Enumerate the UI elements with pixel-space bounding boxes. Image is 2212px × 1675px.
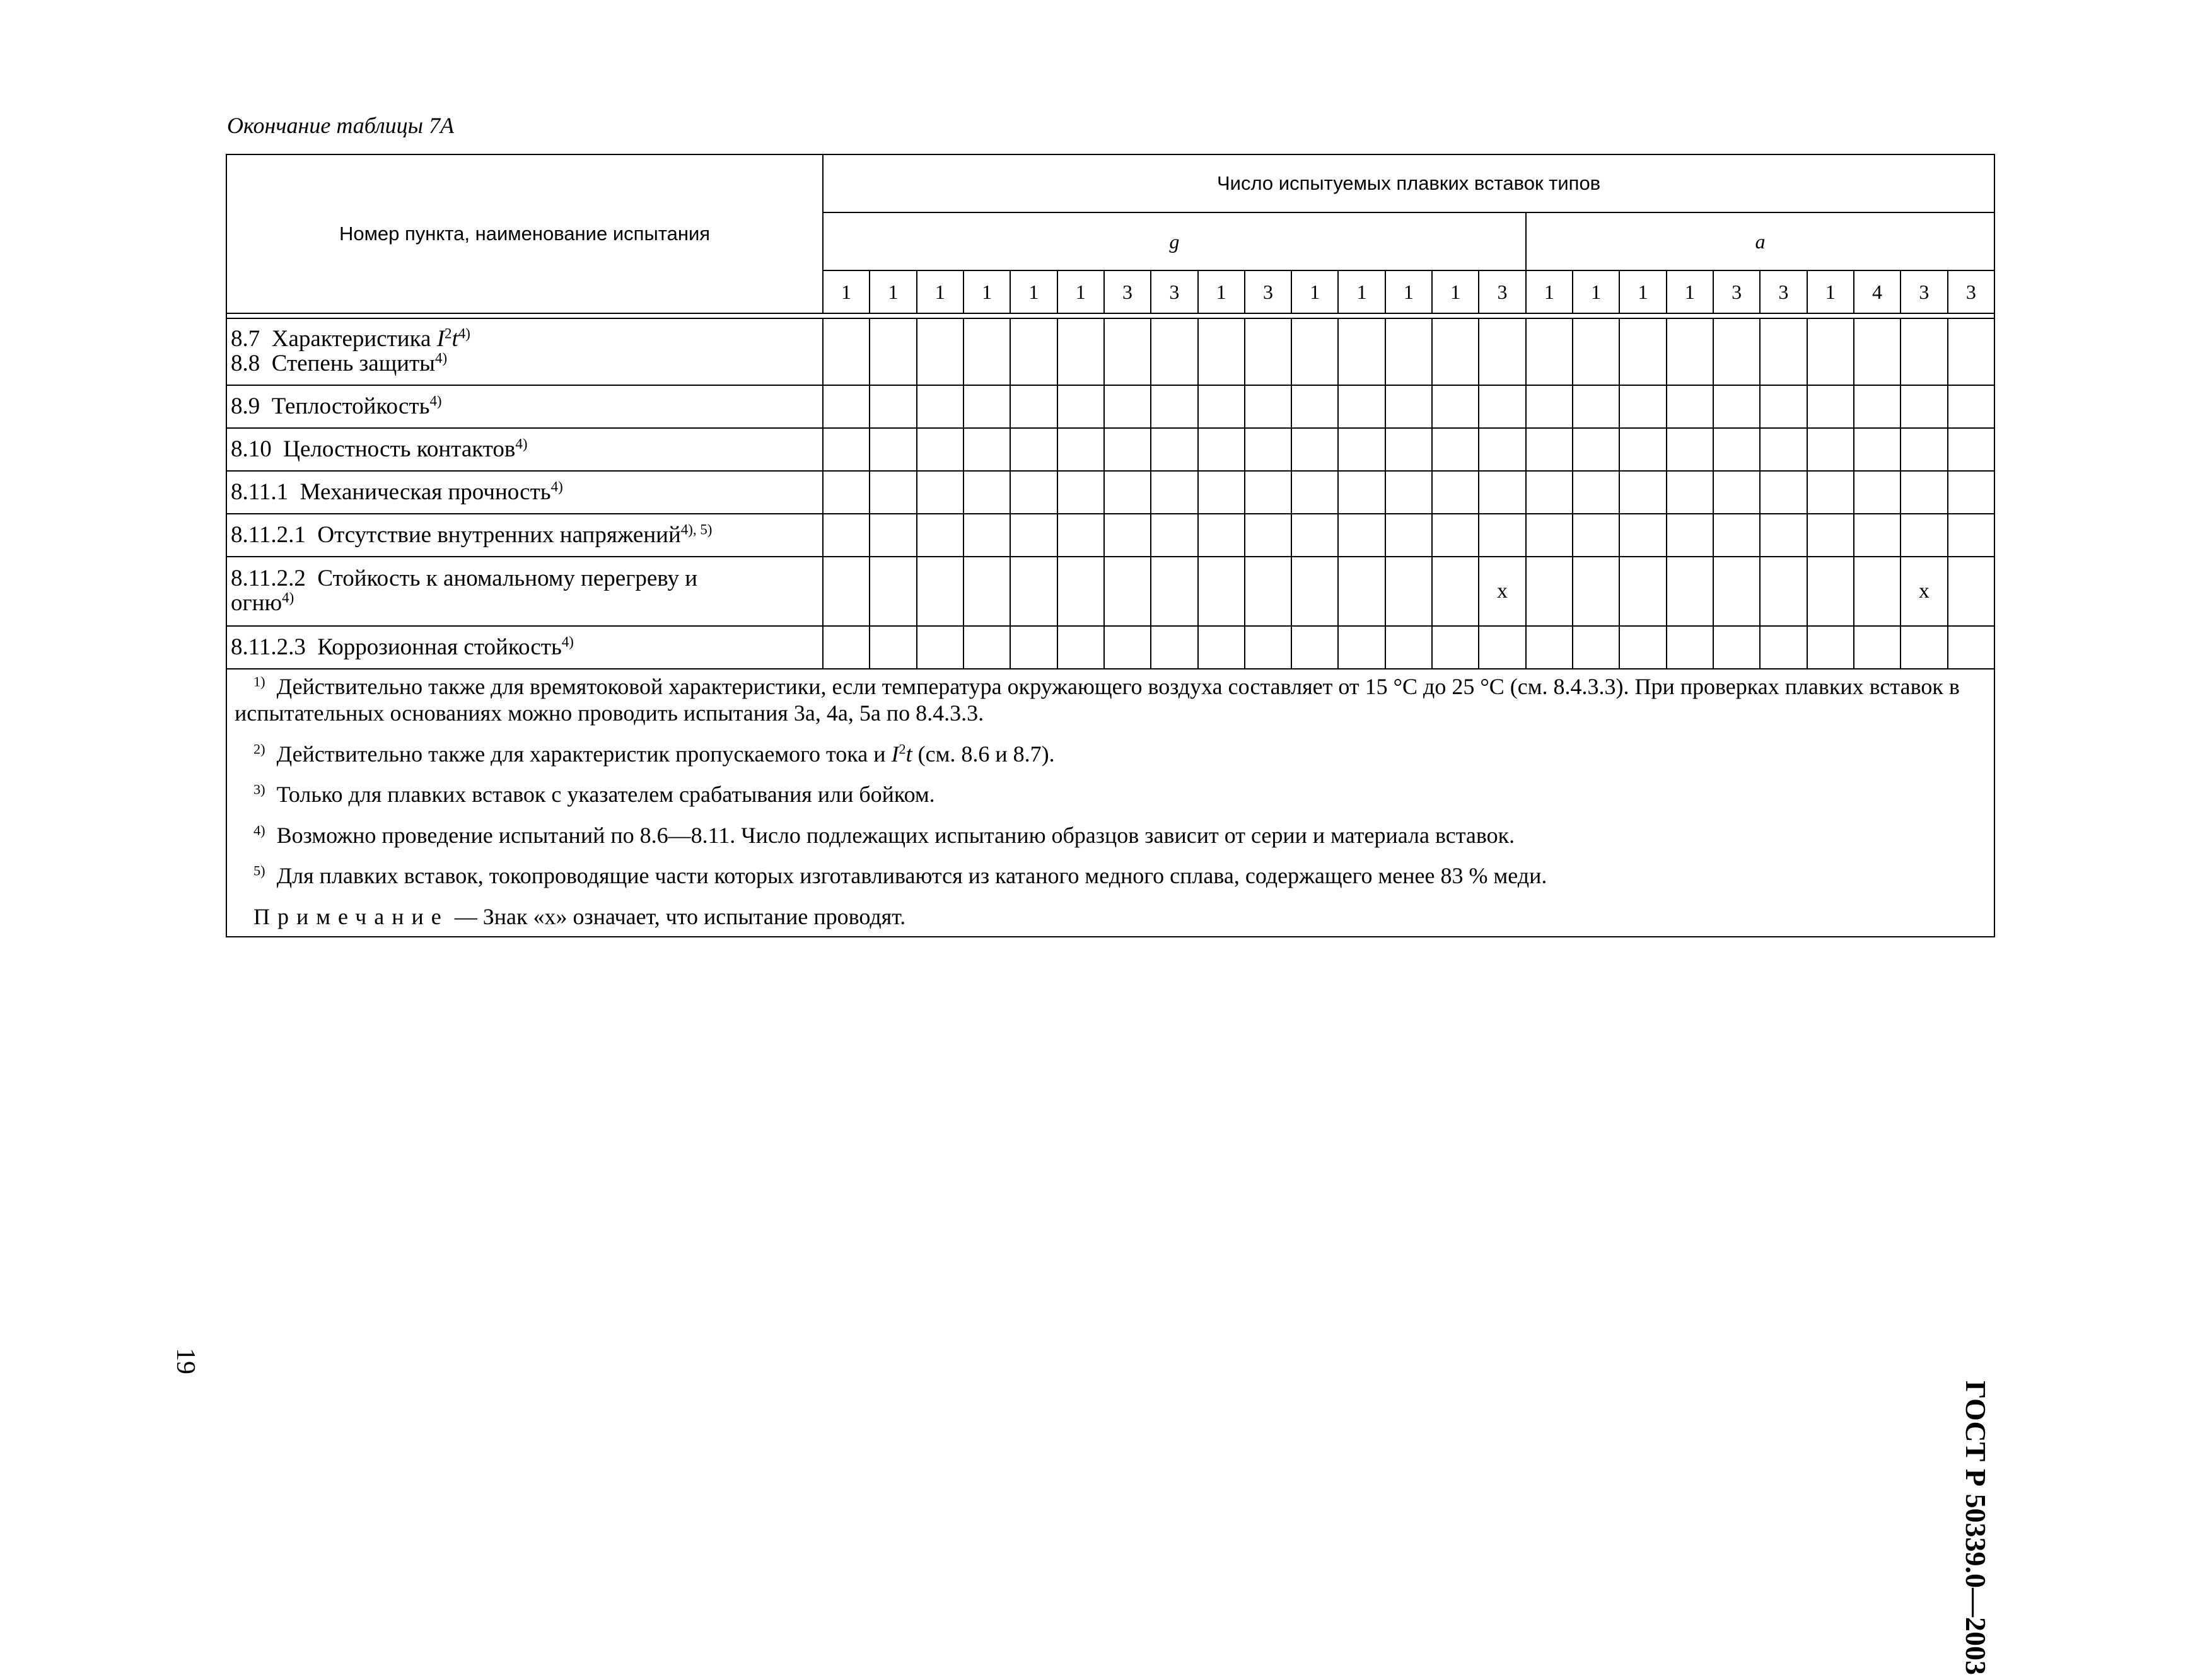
count-cell: 1 <box>1432 270 1479 313</box>
data-cell <box>1573 557 1619 626</box>
count-cell: 4 <box>1854 270 1901 313</box>
data-cell <box>1010 626 1057 669</box>
data-cell <box>1010 514 1057 557</box>
data-cell <box>1619 385 1666 428</box>
data-cell <box>1667 471 1713 514</box>
data-cell <box>1291 385 1338 428</box>
data-cell <box>1432 557 1479 626</box>
row-name: 8.11.2.3 Коррозионная стойкость$^{4)}$ <box>226 626 823 669</box>
data-cell <box>1526 318 1573 385</box>
footnote-1: $^{1)}$ Действительно также для времятоковой характеристики, если температура окружающего воздуха составляет от 15 °С до 25 °С (см. 8.4.3.3). При проверках плавких вставок в испытательных основаниях можно проводить испытания 3а, 4а, 5а по 8.4.3.3. <box>235 673 1960 726</box>
count-cell: 1 <box>1526 270 1573 313</box>
data-cell <box>1526 626 1573 669</box>
count-cell: 1 <box>1057 270 1104 313</box>
data-cell <box>823 514 870 557</box>
data-cell <box>1573 471 1619 514</box>
data-cell <box>1198 428 1245 471</box>
data-cell <box>1901 626 1947 669</box>
data-cell <box>1198 626 1245 669</box>
count-cell: 1 <box>1338 270 1385 313</box>
row-name: 8.11.2.2 Стойкость к аномальному перегреву и огню$^{4)}$ <box>226 557 823 626</box>
data-cell <box>917 318 963 385</box>
data-cell <box>1385 471 1432 514</box>
data-cell <box>1432 385 1479 428</box>
data-cell <box>1807 557 1854 626</box>
data-cell <box>1479 626 1525 669</box>
count-cell: 3 <box>1245 270 1291 313</box>
data-cell <box>1198 318 1245 385</box>
data-cell <box>1667 626 1713 669</box>
data-cell <box>963 557 1010 626</box>
data-cell <box>1104 626 1151 669</box>
data-cell <box>1291 428 1338 471</box>
data-cell <box>1854 557 1901 626</box>
data-cell <box>1291 557 1338 626</box>
data-cell <box>823 318 870 385</box>
data-cell <box>1760 626 1807 669</box>
table-body <box>226 318 1994 669</box>
data-cell <box>1151 626 1197 669</box>
data-cell <box>1198 514 1245 557</box>
data-cell <box>1245 626 1291 669</box>
data-cell <box>1338 318 1385 385</box>
data-cell <box>1291 626 1338 669</box>
data-cell <box>1948 514 1995 557</box>
table-row <box>226 385 1994 428</box>
data-cell <box>1619 514 1666 557</box>
data-cell <box>1010 428 1057 471</box>
count-cell: 3 <box>1479 270 1525 313</box>
data-cell <box>1760 385 1807 428</box>
table-row <box>226 626 1994 669</box>
data-cell <box>1198 471 1245 514</box>
data-cell <box>1104 514 1151 557</box>
group-header: Число испытуемых плавких вставок типов <box>823 154 1994 212</box>
data-cell <box>1713 318 1760 385</box>
header-separator <box>226 313 1994 318</box>
row-label-header: Номер пункта, наименование испытания <box>226 154 823 313</box>
data-cell <box>1385 318 1432 385</box>
data-cell <box>963 385 1010 428</box>
data-cell <box>1526 557 1573 626</box>
data-cell <box>1948 318 1995 385</box>
data-cell <box>1057 318 1104 385</box>
data-cell <box>1713 557 1760 626</box>
table-row <box>226 557 1994 626</box>
data-cell <box>1854 385 1901 428</box>
data-cell <box>1573 318 1619 385</box>
data-cell <box>1338 557 1385 626</box>
data-cell <box>1151 557 1197 626</box>
data-cell <box>1667 385 1713 428</box>
data-cell <box>963 318 1010 385</box>
data-cell <box>1713 626 1760 669</box>
data-cell <box>1010 318 1057 385</box>
row-name: 8.11.2.1 Отсутствие внутренних напряжений$^{4), 5)}$ <box>226 514 823 557</box>
count-cell: 1 <box>1807 270 1854 313</box>
data-cell <box>1713 385 1760 428</box>
data-cell <box>1291 318 1338 385</box>
table-notes <box>226 669 1994 937</box>
data-cell <box>1526 514 1573 557</box>
data-cell <box>870 428 916 471</box>
data-cell <box>1713 428 1760 471</box>
data-cell <box>1104 385 1151 428</box>
data-cell <box>1854 471 1901 514</box>
data-cell <box>1338 385 1385 428</box>
data-cell <box>1854 318 1901 385</box>
data-cell <box>1526 471 1573 514</box>
data-cell <box>1151 428 1197 471</box>
data-cell <box>1198 557 1245 626</box>
data-cell <box>1807 626 1854 669</box>
data-cell <box>1901 385 1947 428</box>
standard-code: ГОСТ Р 50339.0—2003 <box>1960 1381 1992 1675</box>
data-cell <box>1619 471 1666 514</box>
count-cell: 1 <box>1291 270 1338 313</box>
data-cell <box>1807 318 1854 385</box>
data-cell <box>1245 471 1291 514</box>
data-cell <box>1104 471 1151 514</box>
data-cell <box>1619 626 1666 669</box>
data-cell <box>1010 471 1057 514</box>
data-cell <box>1151 514 1197 557</box>
data-cell <box>870 471 916 514</box>
data-cell <box>1104 557 1151 626</box>
data-cell <box>1901 318 1947 385</box>
data-cell <box>823 471 870 514</box>
data-cell <box>1245 318 1291 385</box>
data-cell <box>1010 557 1057 626</box>
data-cell <box>1854 626 1901 669</box>
table-row <box>226 428 1994 471</box>
data-cell <box>1713 514 1760 557</box>
page-number: 19 <box>171 1348 200 1374</box>
count-cell: 1 <box>1619 270 1666 313</box>
count-cell: 1 <box>963 270 1010 313</box>
data-cell <box>1807 471 1854 514</box>
test-table <box>226 154 1995 937</box>
data-cell <box>870 318 916 385</box>
footnotes <box>226 669 1994 937</box>
row-name: 8.9 Теплостойкость$^{4)}$ <box>226 385 823 428</box>
data-cell <box>1901 471 1947 514</box>
table-row <box>226 514 1994 557</box>
data-cell <box>1245 385 1291 428</box>
data-cell <box>1432 318 1479 385</box>
data-cell <box>1385 514 1432 557</box>
table-caption: Окончание таблицы 7А <box>227 113 455 138</box>
data-cell <box>1948 557 1995 626</box>
data-cell <box>1479 385 1525 428</box>
data-cell <box>1291 514 1338 557</box>
data-cell <box>1245 428 1291 471</box>
data-cell <box>1479 428 1525 471</box>
data-cell <box>1479 514 1525 557</box>
data-cell <box>917 471 963 514</box>
data-cell <box>1760 471 1807 514</box>
data-cell <box>1104 318 1151 385</box>
footnote-3: $^{3)}$ Только для плавких вставок с указателем срабатывания или бойком. <box>253 782 935 808</box>
row-name: 8.10 Целостность контактов$^{4)}$ <box>226 428 823 471</box>
data-cell <box>1151 318 1197 385</box>
data-cell <box>1807 428 1854 471</box>
data-cell <box>963 471 1010 514</box>
data-cell <box>1338 514 1385 557</box>
data-cell <box>1667 318 1713 385</box>
data-cell: x <box>1901 557 1947 626</box>
data-cell <box>1338 626 1385 669</box>
data-cell <box>917 428 963 471</box>
count-cell: 1 <box>1573 270 1619 313</box>
type-g-header: g <box>823 212 1526 270</box>
data-cell <box>917 626 963 669</box>
data-cell <box>1573 428 1619 471</box>
data-cell <box>1854 428 1901 471</box>
data-cell <box>917 514 963 557</box>
count-cell: 1 <box>1010 270 1057 313</box>
count-cell: 3 <box>1760 270 1807 313</box>
data-cell <box>1526 385 1573 428</box>
data-cell <box>1760 318 1807 385</box>
data-cell <box>823 626 870 669</box>
data-cell <box>1432 626 1479 669</box>
row-name: 8.11.1 Механическая прочность$^{4)}$ <box>226 471 823 514</box>
count-cell: 3 <box>1713 270 1760 313</box>
data-cell <box>1619 318 1666 385</box>
data-cell <box>1151 385 1197 428</box>
data-cell <box>1291 471 1338 514</box>
data-cell <box>1901 514 1947 557</box>
data-cell <box>1104 428 1151 471</box>
data-cell: x <box>1479 557 1525 626</box>
data-cell <box>1057 514 1104 557</box>
data-cell <box>917 557 963 626</box>
data-cell <box>1057 385 1104 428</box>
data-cell <box>1901 428 1947 471</box>
data-cell <box>870 626 916 669</box>
data-cell <box>1948 385 1995 428</box>
data-cell <box>1760 557 1807 626</box>
count-cell: 1 <box>1198 270 1245 313</box>
data-cell <box>870 514 916 557</box>
table-row <box>226 318 1994 385</box>
data-cell <box>1385 385 1432 428</box>
data-cell <box>870 557 916 626</box>
footnote-2: $^{2)}$ Действительно также для характеристик пропускаемого тока и $I^2t$ (см. 8.6 и 8.7). <box>253 741 1055 767</box>
data-cell <box>1526 428 1573 471</box>
data-cell <box>1807 514 1854 557</box>
data-cell <box>963 626 1010 669</box>
data-cell <box>1760 428 1807 471</box>
data-cell <box>1432 514 1479 557</box>
data-cell <box>917 385 963 428</box>
data-cell <box>1198 385 1245 428</box>
data-cell <box>1245 514 1291 557</box>
data-cell <box>1338 471 1385 514</box>
data-cell <box>963 514 1010 557</box>
count-cell: 3 <box>1948 270 1995 313</box>
data-cell <box>1479 471 1525 514</box>
data-cell <box>823 385 870 428</box>
count-cell: 1 <box>1385 270 1432 313</box>
data-cell <box>1385 428 1432 471</box>
data-cell <box>1010 385 1057 428</box>
type-a-header: a <box>1526 212 1995 270</box>
data-cell <box>870 385 916 428</box>
data-cell <box>1807 385 1854 428</box>
data-cell <box>1432 428 1479 471</box>
data-cell <box>1573 626 1619 669</box>
table-header <box>226 154 1994 318</box>
data-cell <box>1619 428 1666 471</box>
footnote-5: $^{5)}$ Для плавких вставок, токопроводящие части которых изготавливаются из катаного медного сплава, содержащего менее 83 % меди. <box>253 863 1547 889</box>
data-cell <box>1948 428 1995 471</box>
data-cell <box>823 557 870 626</box>
table-row <box>226 471 1994 514</box>
data-cell <box>1948 471 1995 514</box>
remark: Примечание — Знак «х» означает, что испытание проводят. <box>253 903 906 929</box>
data-cell <box>823 428 870 471</box>
data-cell <box>963 428 1010 471</box>
footnote-4: $^{4)}$ Возможно проведение испытаний по 8.6—8.11. Число подлежащих испытанию образцов зависит от серии и материала вставок. <box>253 822 1515 848</box>
count-cell: 3 <box>1104 270 1151 313</box>
data-cell <box>1057 428 1104 471</box>
data-cell <box>1854 514 1901 557</box>
data-cell <box>1948 626 1995 669</box>
data-cell <box>1713 471 1760 514</box>
count-cell: 3 <box>1901 270 1947 313</box>
row-name: 8.7 Характеристика $I^2t^{4)}$ 8.8 Степень защиты$^{4)}$ <box>226 318 823 385</box>
data-cell <box>1667 428 1713 471</box>
data-cell <box>1057 626 1104 669</box>
data-cell <box>1385 626 1432 669</box>
data-cell <box>1619 557 1666 626</box>
data-cell <box>1338 428 1385 471</box>
data-cell <box>1151 471 1197 514</box>
count-cell: 1 <box>870 270 916 313</box>
data-cell <box>1667 514 1713 557</box>
count-cell: 1 <box>823 270 870 313</box>
data-cell <box>1057 557 1104 626</box>
data-cell <box>1432 471 1479 514</box>
count-cell: 3 <box>1151 270 1197 313</box>
count-cell: 1 <box>917 270 963 313</box>
data-cell <box>1667 557 1713 626</box>
data-cell <box>1245 557 1291 626</box>
count-cell: 1 <box>1667 270 1713 313</box>
data-cell <box>1057 471 1104 514</box>
data-cell <box>1385 557 1432 626</box>
data-cell <box>1760 514 1807 557</box>
data-cell <box>1479 318 1525 385</box>
data-cell <box>1573 385 1619 428</box>
data-cell <box>1573 514 1619 557</box>
